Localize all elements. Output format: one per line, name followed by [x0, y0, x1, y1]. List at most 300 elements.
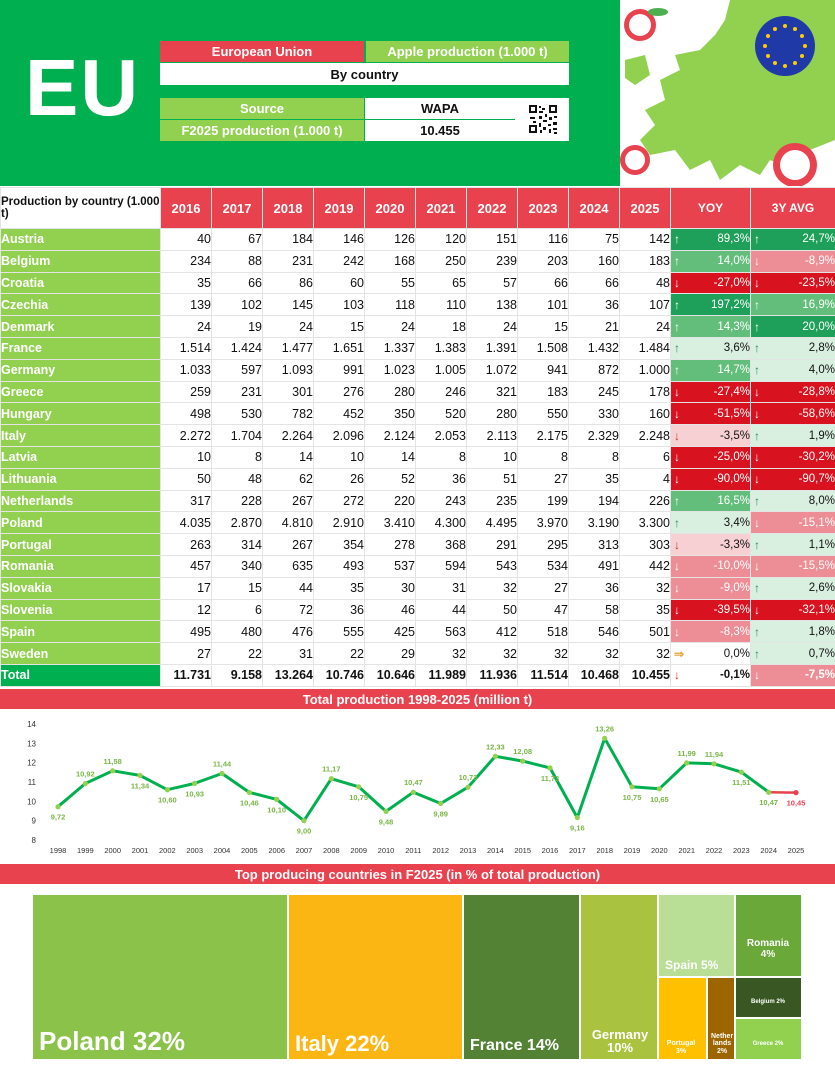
total-production-line-chart: [0, 712, 835, 862]
table-row: [1, 381, 835, 403]
treemap-tile: [735, 894, 802, 977]
production-table: [0, 187, 835, 687]
yoy-change: [671, 490, 751, 512]
y-tick-label: 11: [27, 778, 36, 787]
data-point: [411, 790, 416, 795]
production-value: 295: [518, 534, 569, 556]
avg-change-text: -32,1%: [798, 603, 835, 616]
avg-change: [751, 468, 835, 490]
avg-header: 3Y AVG: [751, 188, 835, 229]
production-value: 18: [416, 316, 467, 338]
data-label: 10,47: [759, 798, 779, 808]
production-value: 51: [467, 468, 518, 490]
data-label: 10,47: [403, 778, 423, 788]
production-value: 27: [161, 643, 212, 665]
treemap-tile: [707, 977, 735, 1060]
production-value: 263: [161, 534, 212, 556]
production-value: 1.000: [620, 359, 671, 381]
production-value: 27: [518, 468, 569, 490]
country-name: France: [1, 337, 161, 359]
production-value: 35: [314, 577, 365, 599]
production-value: 66: [518, 272, 569, 294]
production-value: 32: [467, 577, 518, 599]
arrow-down-icon: ↓: [674, 537, 680, 552]
arrow-down-icon: ↓: [754, 515, 760, 530]
arrow-up-icon: ↑: [674, 493, 680, 508]
production-value: 493: [314, 555, 365, 577]
data-label: 11,51: [732, 778, 751, 788]
data-point: [356, 784, 361, 789]
data-point: [165, 787, 170, 792]
production-value: 88: [212, 250, 263, 272]
region-label: European Union: [160, 41, 364, 62]
x-tick-label: 2003: [186, 846, 204, 855]
production-value: 10.455: [620, 664, 671, 686]
production-value: 1.508: [518, 337, 569, 359]
production-value: 2.113: [467, 425, 518, 447]
production-value: 231: [212, 381, 263, 403]
source-value: WAPA: [365, 98, 515, 119]
data-point: [329, 776, 334, 781]
yoy-change-text: 3,6%: [723, 342, 750, 355]
production-value: 442: [620, 555, 671, 577]
arrow-up-icon: ↑: [754, 537, 760, 552]
data-point: [520, 759, 525, 764]
production-value: 8: [212, 446, 263, 468]
production-value: 8: [569, 446, 620, 468]
table-row: [1, 272, 835, 294]
data-point: [629, 784, 634, 789]
production-value: 102: [212, 294, 263, 316]
data-point: [301, 818, 306, 823]
production-value: 47: [518, 599, 569, 621]
production-value: 27: [518, 577, 569, 599]
production-value: 498: [161, 403, 212, 425]
year-header: 2018: [263, 188, 314, 229]
production-value: 4.495: [467, 512, 518, 534]
production-value: 246: [416, 381, 467, 403]
production-value: 9.158: [212, 664, 263, 686]
production-value: 10.746: [314, 664, 365, 686]
production-value: 75: [569, 229, 620, 251]
table-row: [1, 534, 835, 556]
yoy-change-text: 89,3%: [717, 233, 750, 246]
production-value: 32: [518, 643, 569, 665]
table-row: [1, 403, 835, 425]
production-value: 491: [569, 555, 620, 577]
y-tick-label: 10: [27, 797, 36, 807]
production-value: 36: [314, 599, 365, 621]
production-value: 4: [620, 468, 671, 490]
production-value: 35: [569, 468, 620, 490]
arrow-up-icon: ↑: [674, 254, 680, 269]
yoy-change: [671, 555, 751, 577]
arrow-up-icon: ↑: [674, 232, 680, 247]
production-value: 1.484: [620, 337, 671, 359]
production-value: 160: [620, 403, 671, 425]
arrow-up-icon: ↑: [674, 515, 680, 530]
avg-change: [751, 381, 835, 403]
arrow-down-icon: ↓: [674, 581, 680, 596]
qr-code-icon[interactable]: [515, 98, 569, 141]
production-value: 22: [212, 643, 263, 665]
production-value: 14: [263, 446, 314, 468]
data-point: [110, 768, 115, 773]
production-value: 36: [416, 468, 467, 490]
production-value: 32: [620, 577, 671, 599]
production-value: 48: [620, 272, 671, 294]
production-value: 1.093: [263, 359, 314, 381]
data-label: 10,75: [622, 792, 642, 802]
production-value: 48: [212, 468, 263, 490]
data-label: 10,75: [349, 792, 369, 802]
treemap-label: Portugal 3%: [666, 1040, 696, 1055]
production-value: 537: [365, 555, 416, 577]
table-row: [1, 490, 835, 512]
x-tick-label: 2020: [650, 846, 668, 855]
arrow-up-icon: ↑: [674, 363, 680, 378]
production-value: 594: [416, 555, 467, 577]
production-value: 22: [314, 643, 365, 665]
avg-change-text: 2,8%: [808, 342, 835, 355]
arrow-down-icon: ↓: [674, 602, 680, 617]
avg-change-text: -90,7%: [798, 473, 835, 486]
data-label: 11,34: [130, 781, 150, 791]
production-value: 10.468: [569, 664, 620, 686]
data-label: 10,65: [649, 794, 669, 804]
production-value: 555: [314, 621, 365, 643]
yoy-change-text: 3,4%: [723, 516, 750, 529]
treemap-label: Belgium 2%: [750, 998, 785, 1005]
avg-change: [751, 294, 835, 316]
data-label: 10,45: [786, 798, 806, 808]
production-value: 228: [212, 490, 263, 512]
production-value: 55: [365, 272, 416, 294]
treemap-tile: [735, 1018, 802, 1060]
treemap-label: Poland 32%: [39, 1025, 185, 1056]
treemap-tile: [463, 894, 580, 1060]
yoy-change-text: 14,3%: [717, 320, 750, 333]
production-value: 550: [518, 403, 569, 425]
avg-change: [751, 359, 835, 381]
data-point: [192, 781, 197, 786]
yoy-change-text: -10,0%: [713, 560, 750, 573]
x-tick-label: 2017: [568, 846, 586, 855]
avg-change-text: -58,6%: [798, 407, 835, 420]
yoy-change: [671, 403, 751, 425]
production-value: 476: [263, 621, 314, 643]
yoy-change: [671, 599, 751, 621]
production-value: 1.383: [416, 337, 467, 359]
data-point: [766, 790, 771, 795]
table-row: [1, 294, 835, 316]
country-name: Portugal: [1, 534, 161, 556]
top-producers-treemap: [0, 890, 835, 1077]
country-name: Germany: [1, 359, 161, 381]
arrow-down-icon: ↓: [674, 559, 680, 574]
production-value: 160: [569, 250, 620, 272]
table-row: [1, 359, 835, 381]
country-name: Czechia: [1, 294, 161, 316]
x-tick-label: 2010: [377, 846, 395, 855]
production-value: 46: [365, 599, 416, 621]
production-value: 36: [569, 577, 620, 599]
production-value: 24: [365, 316, 416, 338]
production-value: 313: [569, 534, 620, 556]
production-value: 782: [263, 403, 314, 425]
production-value: 52: [365, 468, 416, 490]
production-value: 65: [416, 272, 467, 294]
avg-change-text: 1,9%: [808, 429, 835, 442]
data-label: 11,44: [212, 759, 232, 769]
production-value: 941: [518, 359, 569, 381]
production-value: 67: [212, 229, 263, 251]
year-header: 2024: [569, 188, 620, 229]
data-label: 9,89: [433, 809, 448, 819]
avg-change-text: 1,1%: [808, 538, 835, 551]
arrow-down-icon: ↓: [674, 450, 680, 465]
arrow-right-icon: ⇒: [674, 646, 685, 661]
production-value: 2.248: [620, 425, 671, 447]
yoy-change: [671, 381, 751, 403]
production-value: 19: [212, 316, 263, 338]
production-value: 35: [620, 599, 671, 621]
production-value: 116: [518, 229, 569, 251]
yoy-header: YOY: [671, 188, 751, 229]
production-value: 14: [365, 446, 416, 468]
table-row: [1, 250, 835, 272]
table-row: [1, 229, 835, 251]
treemap-tile: [658, 977, 707, 1060]
production-value: 597: [212, 359, 263, 381]
x-tick-label: 2023: [732, 846, 750, 855]
production-value: 32: [620, 643, 671, 665]
data-point: [247, 790, 252, 795]
production-value: 10: [467, 446, 518, 468]
avg-change: [751, 425, 835, 447]
production-value: 276: [314, 381, 365, 403]
data-label: 10,10: [267, 805, 287, 815]
avg-change-text: 8,0%: [808, 494, 835, 507]
yoy-change-text: -27,4%: [713, 385, 750, 398]
data-point: [137, 773, 142, 778]
arrow-down-icon: ↓: [754, 472, 760, 487]
yoy-change: [671, 577, 751, 599]
table-row: [1, 621, 835, 643]
arrow-up-icon: ↑: [674, 341, 680, 356]
country-name: Total: [1, 664, 161, 686]
commodity-label: Apple production (1.000 t): [366, 41, 569, 62]
data-point: [274, 797, 279, 802]
avg-change-text: 2,6%: [808, 582, 835, 595]
production-value: 44: [416, 599, 467, 621]
production-value: 72: [263, 599, 314, 621]
production-value: 1.337: [365, 337, 416, 359]
table-row: [1, 337, 835, 359]
production-value: 10: [161, 446, 212, 468]
avg-change-text: -15,5%: [798, 560, 835, 573]
avg-change: [751, 512, 835, 534]
treemap-label: Spain 5%: [665, 958, 719, 973]
production-value: 62: [263, 468, 314, 490]
x-tick-label: 2008: [322, 846, 340, 855]
production-value: 3.970: [518, 512, 569, 534]
country-name: Netherlands: [1, 490, 161, 512]
y-tick-label: 14: [27, 720, 36, 729]
data-point: [383, 809, 388, 814]
treemap-label: Nether lands 2%: [711, 1032, 734, 1055]
production-value: 11.731: [161, 664, 212, 686]
yoy-change: [671, 664, 751, 686]
data-point: [465, 785, 470, 790]
country-name: Romania: [1, 555, 161, 577]
avg-change: [751, 403, 835, 425]
treemap-label: France 14%: [470, 1037, 559, 1055]
treemap-label: Romania 4%: [746, 938, 790, 960]
treemap-title: Top producing countries in F2025 (in % of total production): [0, 864, 835, 884]
data-label: 10,46: [239, 798, 259, 808]
avg-change: [751, 250, 835, 272]
yoy-change-text: -90,0%: [713, 473, 750, 486]
treemap-tile: [288, 894, 463, 1060]
production-value: 3.190: [569, 512, 620, 534]
production-value: 10: [314, 446, 365, 468]
y-tick-label: 13: [27, 739, 36, 749]
production-value: 1.477: [263, 337, 314, 359]
avg-change-text: 24,7%: [802, 233, 835, 246]
data-point: [547, 765, 552, 770]
production-value: 991: [314, 359, 365, 381]
data-point: [493, 754, 498, 759]
production-value: 425: [365, 621, 416, 643]
yoy-change-text: -51,5%: [713, 407, 750, 420]
production-value: 178: [620, 381, 671, 403]
avg-change-text: -30,2%: [798, 451, 835, 464]
x-tick-label: 2007: [295, 846, 313, 855]
production-value: 495: [161, 621, 212, 643]
production-value: 278: [365, 534, 416, 556]
yoy-change-text: 16,5%: [717, 494, 750, 507]
table-row: [1, 643, 835, 665]
production-value: 243: [416, 490, 467, 512]
production-value: 530: [212, 403, 263, 425]
production-value: 44: [263, 577, 314, 599]
arrow-down-icon: ↓: [674, 428, 680, 443]
arrow-down-icon: ↓: [754, 668, 760, 683]
production-value: 350: [365, 403, 416, 425]
data-point: [793, 790, 798, 795]
treemap-label: Germany 10%: [591, 1026, 649, 1056]
production-value: 321: [467, 381, 518, 403]
country-name: Slovenia: [1, 599, 161, 621]
production-value: 32: [467, 643, 518, 665]
production-value: 354: [314, 534, 365, 556]
production-value: 452: [314, 403, 365, 425]
arrow-down-icon: ↓: [754, 450, 760, 465]
production-value: 546: [569, 621, 620, 643]
arrow-up-icon: ↑: [754, 319, 760, 334]
x-tick-label: 2002: [158, 846, 176, 855]
data-label: 10,93: [185, 789, 205, 799]
production-value: 1.651: [314, 337, 365, 359]
production-value: 10.646: [365, 664, 416, 686]
yoy-change: [671, 294, 751, 316]
yoy-change: [671, 534, 751, 556]
table-row: [1, 512, 835, 534]
production-value: 24: [467, 316, 518, 338]
yoy-change: [671, 468, 751, 490]
production-value: 11.989: [416, 664, 467, 686]
avg-change: [751, 577, 835, 599]
production-value: 57: [467, 272, 518, 294]
avg-change-text: 20,0%: [802, 320, 835, 333]
data-point: [739, 770, 744, 775]
production-value: 1.424: [212, 337, 263, 359]
production-value: 58: [569, 599, 620, 621]
yoy-change-text: -27,0%: [713, 276, 750, 289]
production-value: 872: [569, 359, 620, 381]
production-value: 543: [467, 555, 518, 577]
production-value: 457: [161, 555, 212, 577]
production-value: 146: [314, 229, 365, 251]
data-point: [83, 781, 88, 786]
production-value: 1.033: [161, 359, 212, 381]
yoy-change: [671, 229, 751, 251]
production-value: 103: [314, 294, 365, 316]
arrow-up-icon: ↑: [754, 297, 760, 312]
production-value: 11.514: [518, 664, 569, 686]
production-value: 235: [467, 490, 518, 512]
arrow-down-icon: ↓: [754, 275, 760, 290]
x-tick-label: 2016: [541, 846, 559, 855]
yoy-change-text: -25,0%: [713, 451, 750, 464]
x-tick-label: 2011: [405, 846, 422, 855]
production-value: 340: [212, 555, 263, 577]
production-value: 2.264: [263, 425, 314, 447]
data-label: 11,99: [677, 748, 696, 758]
yoy-change-text: 14,7%: [717, 364, 750, 377]
data-point: [711, 761, 716, 766]
production-value: 259: [161, 381, 212, 403]
arrow-down-icon: ↓: [674, 384, 680, 399]
data-label: 9,72: [50, 812, 66, 822]
yoy-change: [671, 272, 751, 294]
production-value: 15: [518, 316, 569, 338]
production-value: 520: [416, 403, 467, 425]
data-point: [55, 804, 60, 809]
data-label: 9,00: [296, 826, 312, 836]
production-value: 151: [467, 229, 518, 251]
production-value: 50: [467, 599, 518, 621]
production-value: 518: [518, 621, 569, 643]
yoy-change: [671, 250, 751, 272]
country-name: Spain: [1, 621, 161, 643]
avg-change-text: 0,7%: [808, 647, 835, 660]
production-value: 1.432: [569, 337, 620, 359]
production-value: 138: [467, 294, 518, 316]
production-value: 26: [314, 468, 365, 490]
arrow-down-icon: ↓: [754, 254, 760, 269]
arrow-down-icon: ↓: [754, 602, 760, 617]
y-tick-label: 8: [31, 836, 36, 845]
data-label: 10,73: [458, 773, 478, 783]
production-value: 110: [416, 294, 467, 316]
arrow-up-icon: ↑: [674, 297, 680, 312]
year-header: 2021: [416, 188, 467, 229]
data-label: 10,92: [75, 769, 95, 779]
production-value: 2.329: [569, 425, 620, 447]
yoy-change-text: 0,0%: [723, 647, 750, 660]
